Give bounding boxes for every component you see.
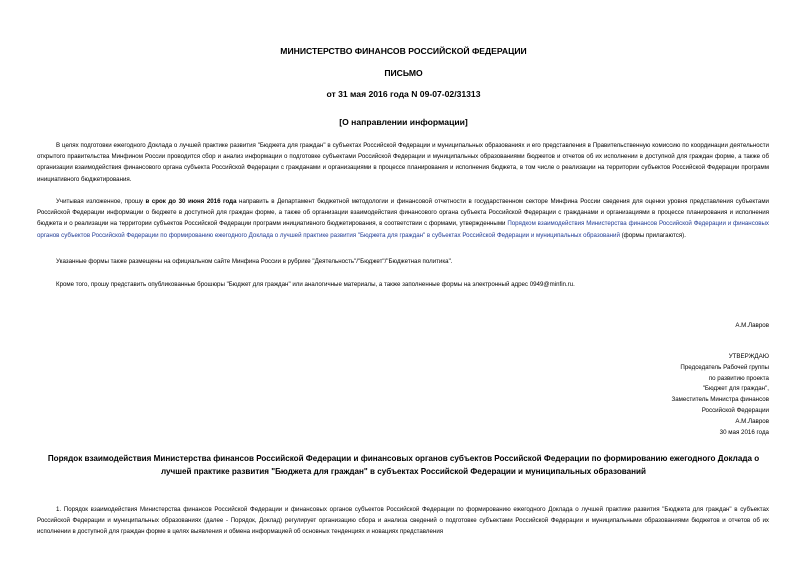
paragraph-1 [37,140,769,185]
order-title: Порядок взаимодействия Министерства финансов Российской Федерации и финансовых органов субъектов Российской Федерации по формированию ежегодного Доклада о лучшей практике развития "Бюджета для граждан" в субъектах Российской Федерации и муниципальных образований [47,454,760,476]
approval-line: по развитию проекта [708,374,769,382]
approval-line: УТВЕРЖДАЮ [728,353,769,360]
approval-line: Российской Федерации [701,406,769,414]
approval-block [569,352,769,438]
approval-line: А.М.Лавров [735,417,769,425]
doc-type-heading: ПИСЬМО [384,68,423,78]
order-link[interactable]: Порядком взаимодействия Министерства финансов Российской Федерации и финансовых органов субъектов Российской Федерации по формированию ежегодного Доклада о лучшей практике развития "Бюджета для граждан" в субъектах Российской Федерации и муниципальных образований [37,220,770,239]
deadline-text: в срок до 30 июня 2016 года [145,198,237,205]
order-paragraph-1 [37,504,769,538]
subject-heading: [О направлении информации] [339,117,468,127]
order-paragraph-1-text: 1. Порядок взаимодействия Министерства финансов Российской Федерации и финансовых органов субъектов Российской Федерации по формированию ежегодного Доклада о лучшей практике развития "Бюджета для граждан" в субъектах Российской Федерации и муниципальных образованиях (далее - Порядок, Доклад) регулирует организацию сбора и анализа сведений о подготовке субъектами Российской Федерации и муниципальными образованиями бюджетов и отчетов об их исполнении в доступной для граждан форме в целях выявления и обмена информацией об основных тенденциях и новациях представления [37,506,769,536]
date-number-heading: от 31 мая 2016 года N 09-07-02/31313 [326,89,481,99]
paragraph-4-text: Кроме того, прошу представить опубликованные брошюры "Бюджет для граждан" или аналогичные материалы, а также заполненные формы на электронный адрес 0949@minfin.ru. [56,281,575,288]
approval-line: Председатель Рабочей группы [680,363,769,371]
ministry-heading: МИНИСТЕРСТВО ФИНАНСОВ РОССИЙСКОЙ ФЕДЕРАЦИИ [280,46,527,56]
paragraph-1-text: В целях подготовки ежегодного Доклада о лучшей практике развития "Бюджета для граждан" в субъектах Российской Федерации и муниципальных образованиях и его представления в Правительственную комиссию по координации деятельности открытого правительства Минфином России проводится сбор и анализ информации о подготовке субъектами Российской Федерации и муниципальных образованиями бюджетов и отчетов об их исполнении в доступной для граждан форме, а также об организации взаимодействия финансового органа субъекта Российской Федерации с гражданами и организациями в процессе планирования и исполнения бюджета, в том числе о реализации на территории субъектов Российской Федерации программ инициативного бюджетирования. [37,142,769,183]
approval-line: 30 мая 2016 года [719,428,769,436]
approval-line: Заместитель Министра финансов [671,396,769,404]
approval-line: "Бюджет для граждан", [702,385,769,393]
paragraph-2-text-b: направить в Департамент бюджетной методологии и финансовой отчетности в государственном секторе Минфина России сведения для оценки уровня представления субъектами Российской Федерации информации о бюджете в доступной для граждан форме, а также об организации взаимодействия финансового органа субъекта Российской Федерации с гражданами и организациями в процессе планирования и исполнения бюджета и о реализации на территории субъектов Российской Федерации программ инициативного бюджетирования, в соответствии с формами, утвержденными [37,198,769,228]
paragraph-4 [37,279,769,290]
paragraph-3 [37,256,769,267]
paragraph-3-text: Указанные формы также размещены на официальном сайте Минфина России в рубрике "Деятельность"/"Бюджет"/"Бюджетная политика". [56,258,453,265]
paragraph-2-text-a: Учитывая изложенное, прошу [56,198,146,205]
signature: А.М.Лавров [735,322,769,329]
paragraph-2 [37,196,769,241]
paragraph-2-text-c: (формы прилагаются). [619,231,686,239]
